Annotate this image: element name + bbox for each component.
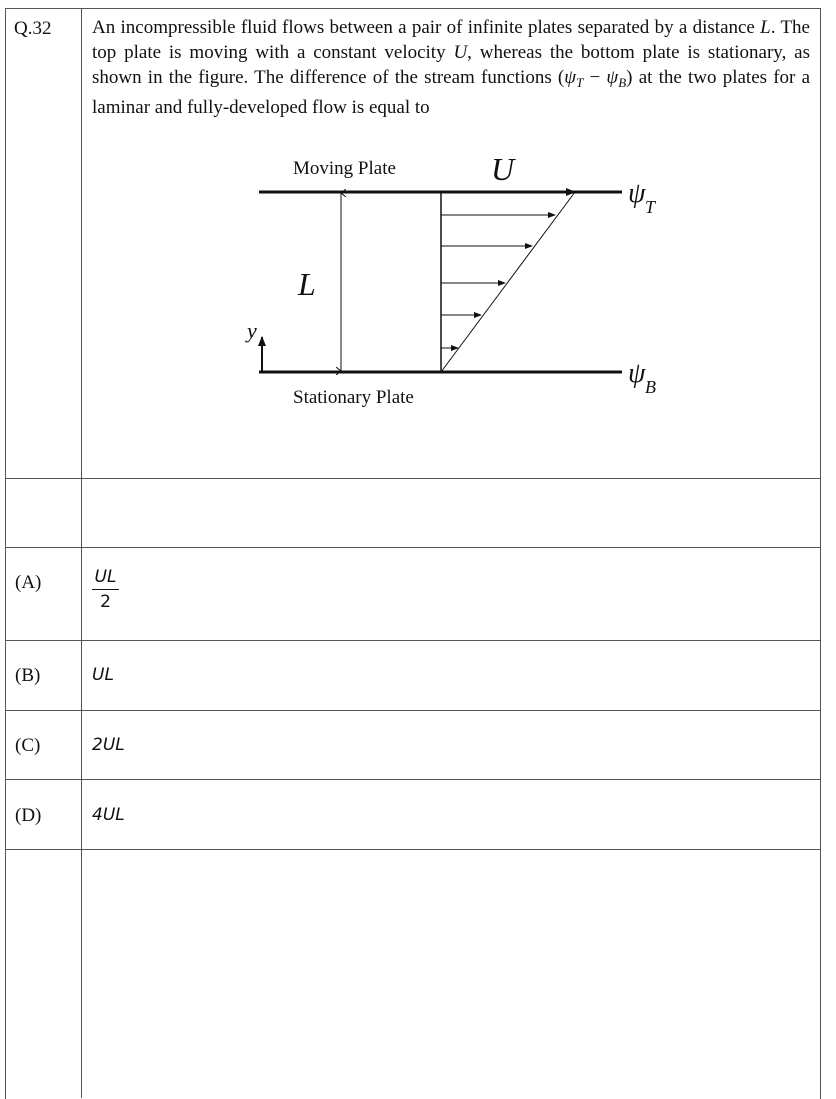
psi-bottom: ψ <box>628 358 646 389</box>
stem-text: ) at the two plates for a laminar and fully-developed flow is equal to <box>92 67 810 118</box>
psi-symbol: ψ <box>606 67 619 88</box>
option-c-value: 2UL <box>92 735 125 755</box>
row-divider <box>5 710 820 711</box>
question-stem <box>92 15 810 120</box>
stem-text: . The top plate is moving with a constant velocity <box>92 17 810 63</box>
option-a-numerator: UL <box>92 567 119 590</box>
subscript-T: T <box>576 75 584 90</box>
psi-bottom-subscript: B <box>645 377 656 397</box>
option-b-value: UL <box>92 665 114 685</box>
option-d-value: 4UL <box>92 805 125 825</box>
option-d-label: (D) <box>15 805 42 826</box>
couette-flow-figure <box>238 145 678 420</box>
option-b-label: (B) <box>15 665 41 686</box>
var-U: U <box>453 42 468 63</box>
moving-plate-label: Moving Plate <box>293 158 396 179</box>
velocity-profile-line <box>441 192 575 372</box>
row-divider <box>5 547 820 548</box>
option-a-fraction <box>92 567 119 612</box>
psi-symbol: ψ <box>564 67 577 88</box>
psi-top: ψ <box>628 178 646 209</box>
row-divider <box>5 779 820 780</box>
option-a-label: (A) <box>15 572 42 593</box>
stationary-plate-label: Stationary Plate <box>293 387 414 408</box>
subscript-B: B <box>618 75 627 90</box>
stem-text: , whereas the bottom plate is stationary, as shown in the figure. The difference of the stream functions ( <box>92 42 810 88</box>
row-divider <box>5 849 820 850</box>
stem-text: An incompressible fluid flows between a pair of infinite plates separated by a distance <box>92 17 761 38</box>
row-divider <box>5 640 820 641</box>
velocity-label: U <box>491 151 515 187</box>
option-c-label: (C) <box>15 735 41 756</box>
var-L: L <box>760 17 771 38</box>
gap-label: L <box>298 266 316 302</box>
option-a-denominator: 2 <box>100 592 111 612</box>
psi-top-subscript: T <box>645 197 656 217</box>
question-number: Q.32 <box>14 18 52 39</box>
y-axis-label: y <box>247 318 257 343</box>
row-divider <box>5 478 820 479</box>
column-divider <box>81 8 82 1098</box>
minus-sign: − <box>583 67 607 88</box>
